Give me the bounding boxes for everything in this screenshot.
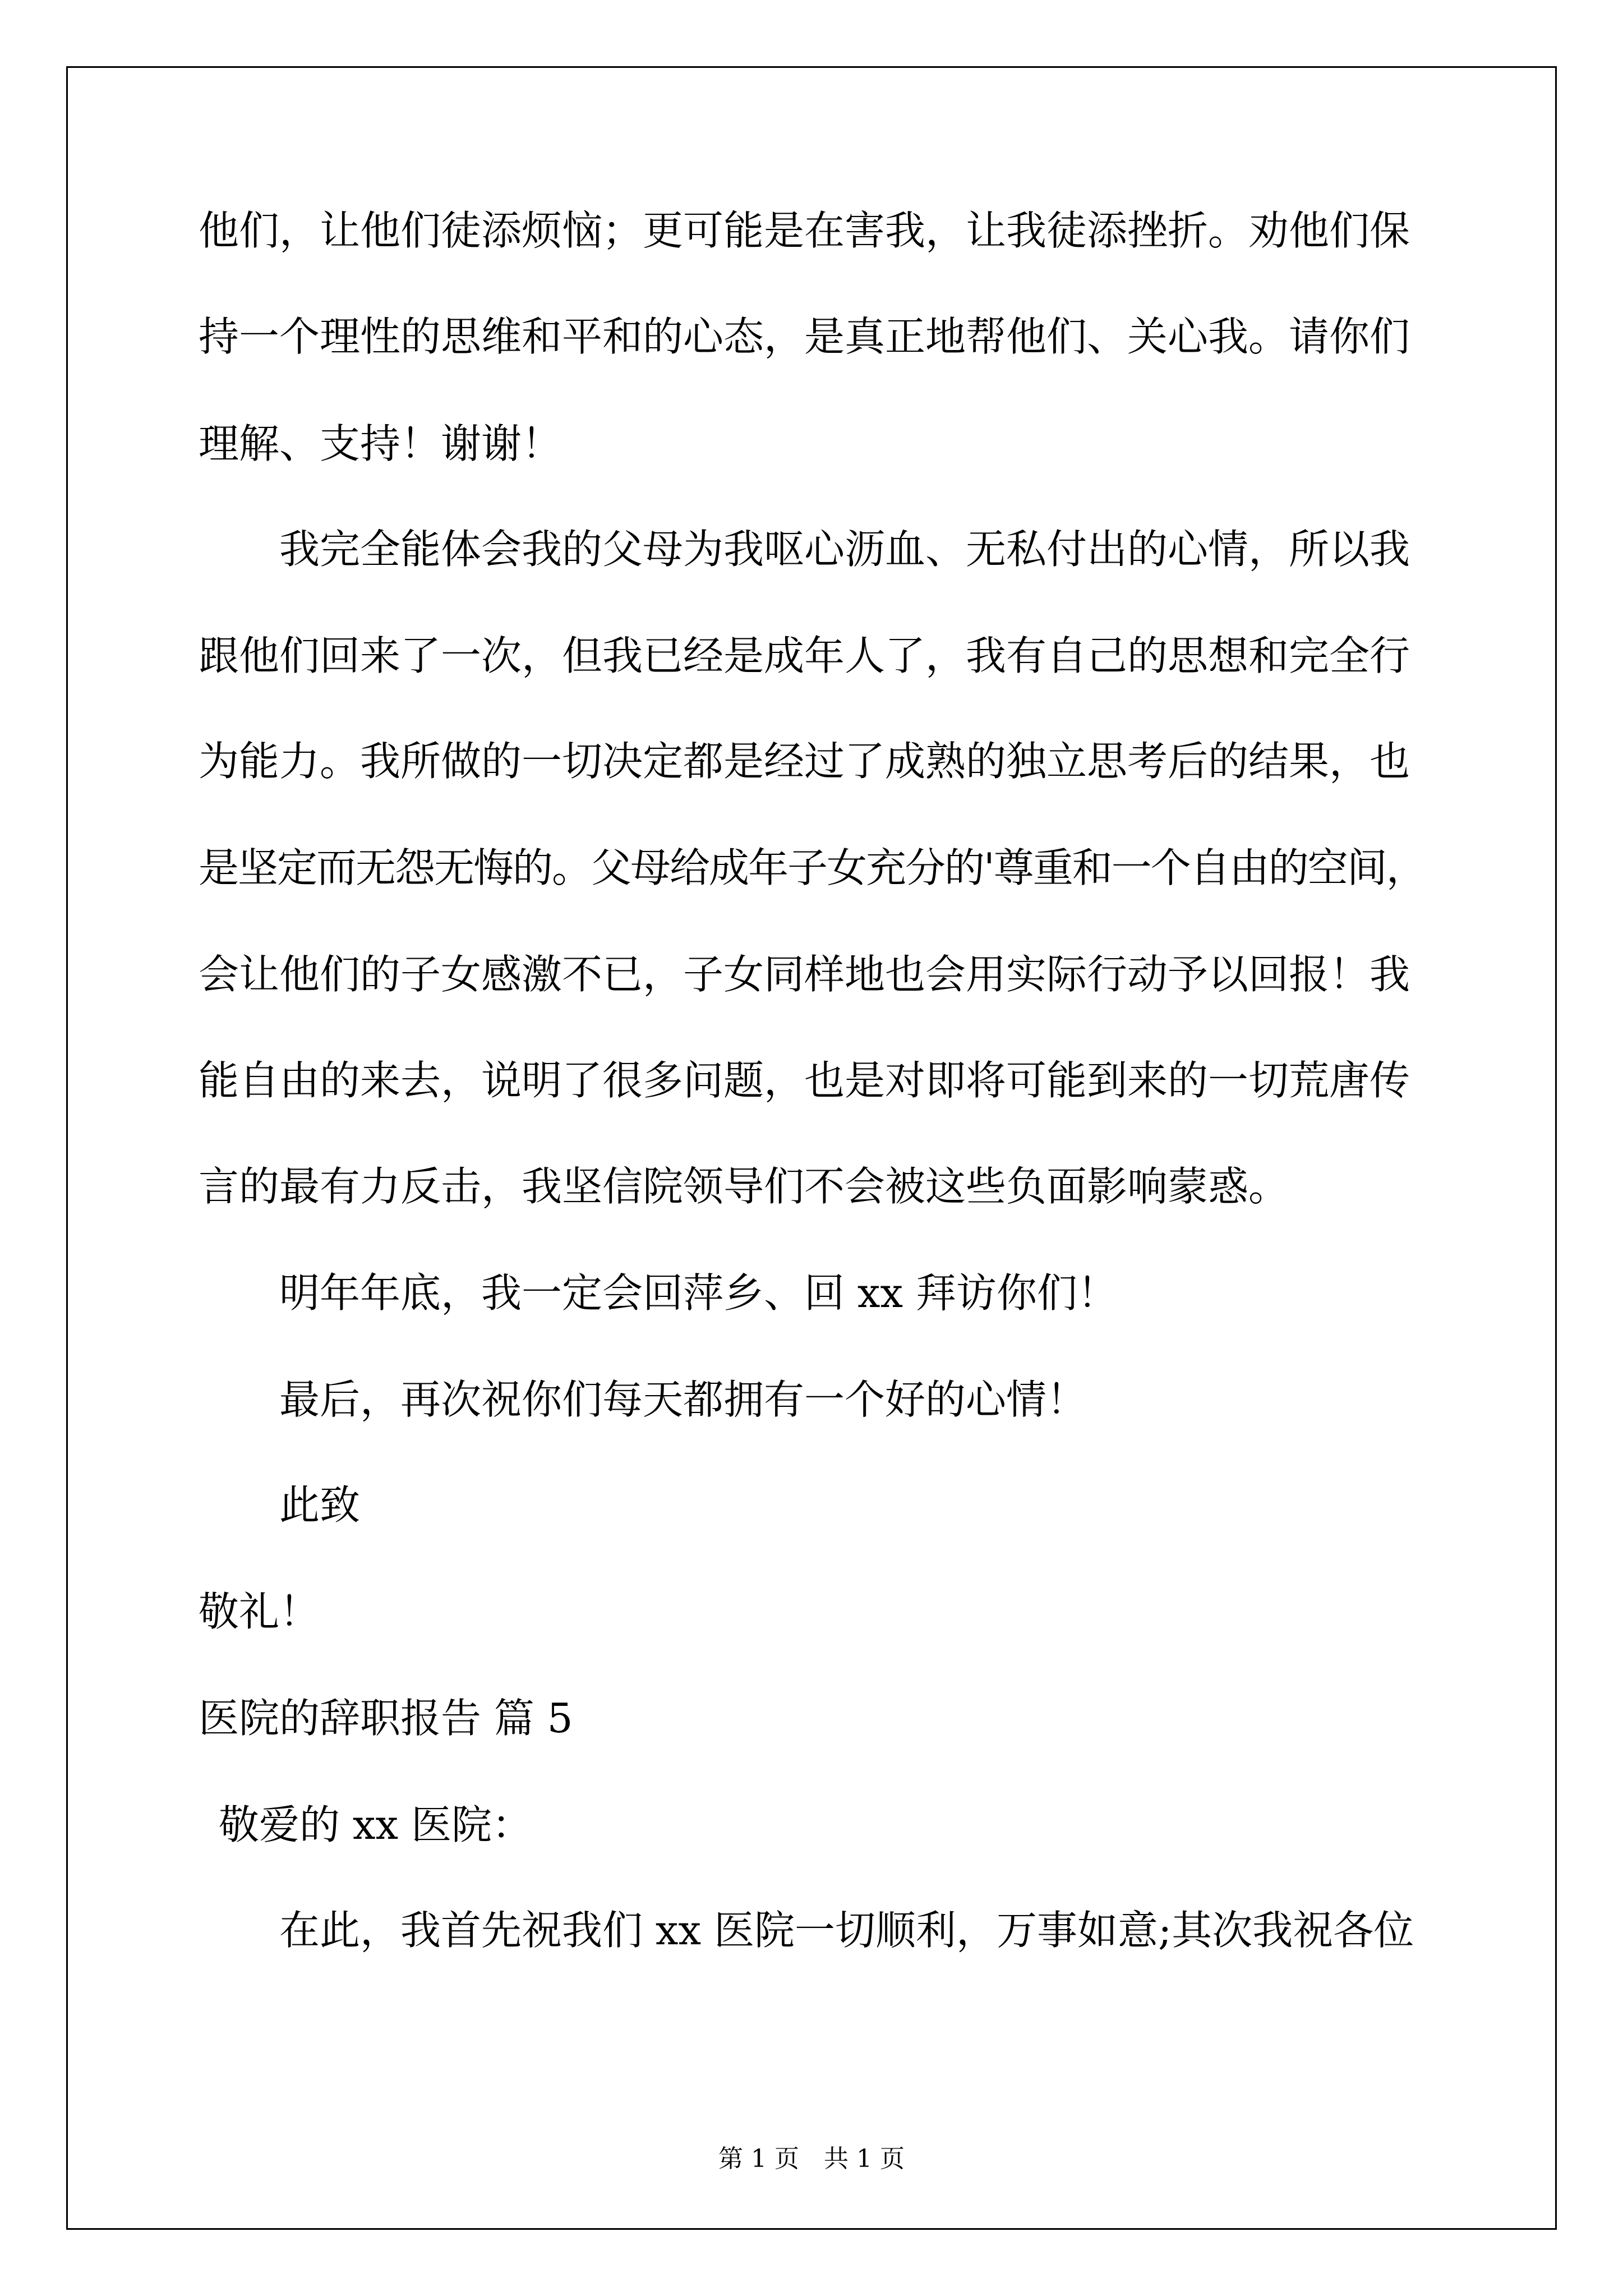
text-line: 为能力。我所做的一切决定都是经过了成熟的独立思考后的结果，也 bbox=[199, 738, 1410, 785]
paragraph-first-line: 我完全能体会我的父母为我呕心沥血、无私付出的心情，所以我 bbox=[279, 526, 1410, 573]
text-line: 持一个理性的思维和平和的心态，是真正地帮他们、关心我。请你们 bbox=[199, 313, 1410, 360]
section-heading: 医院的辞职报告 篇 5 bbox=[199, 1695, 573, 1742]
closing-regards: 敬礼！ bbox=[199, 1588, 320, 1635]
page-footer: 第 1 页 共 1 页 bbox=[718, 2145, 905, 2173]
paragraph-first-line: 最后，再次祝你们每天都拥有一个好的心情！ bbox=[279, 1376, 1087, 1423]
paragraph-first-line: 在此，我首先祝我们 xx 医院一切顺利，万事如意;其次我祝各位 bbox=[279, 1907, 1414, 1954]
letter-greeting: 敬爱的 xx 医院： bbox=[219, 1801, 532, 1848]
text-line: 理解、支持！谢谢！ bbox=[199, 420, 562, 467]
text-line: 是坚定而无怨无悔的。父母给成年子女充分的'尊重和一个自由的空间， bbox=[199, 844, 1426, 891]
text-line: 他们，让他们徒添烦恼；更可能是在害我，让我徒添挫折。劝他们保 bbox=[199, 207, 1410, 254]
text-line: 会让他们的子女感激不已，子女同样地也会用实际行动予以回报！我 bbox=[199, 951, 1410, 998]
text-line: 能自由的来去，说明了很多问题，也是对即将可能到来的一切荒唐传 bbox=[199, 1057, 1410, 1104]
text-line: 跟他们回来了一次，但我已经是成年人了，我有自己的思想和完全行 bbox=[199, 632, 1410, 679]
text-line: 言的最有力反击，我坚信院领导们不会被这些负面影响蒙惑。 bbox=[199, 1163, 1289, 1210]
paragraph-first-line: 明年年底，我一定会回萍乡、回 xx 拜访你们！ bbox=[279, 1269, 1118, 1317]
closing-salutation: 此致 bbox=[279, 1481, 361, 1529]
page-border bbox=[66, 66, 1557, 2230]
